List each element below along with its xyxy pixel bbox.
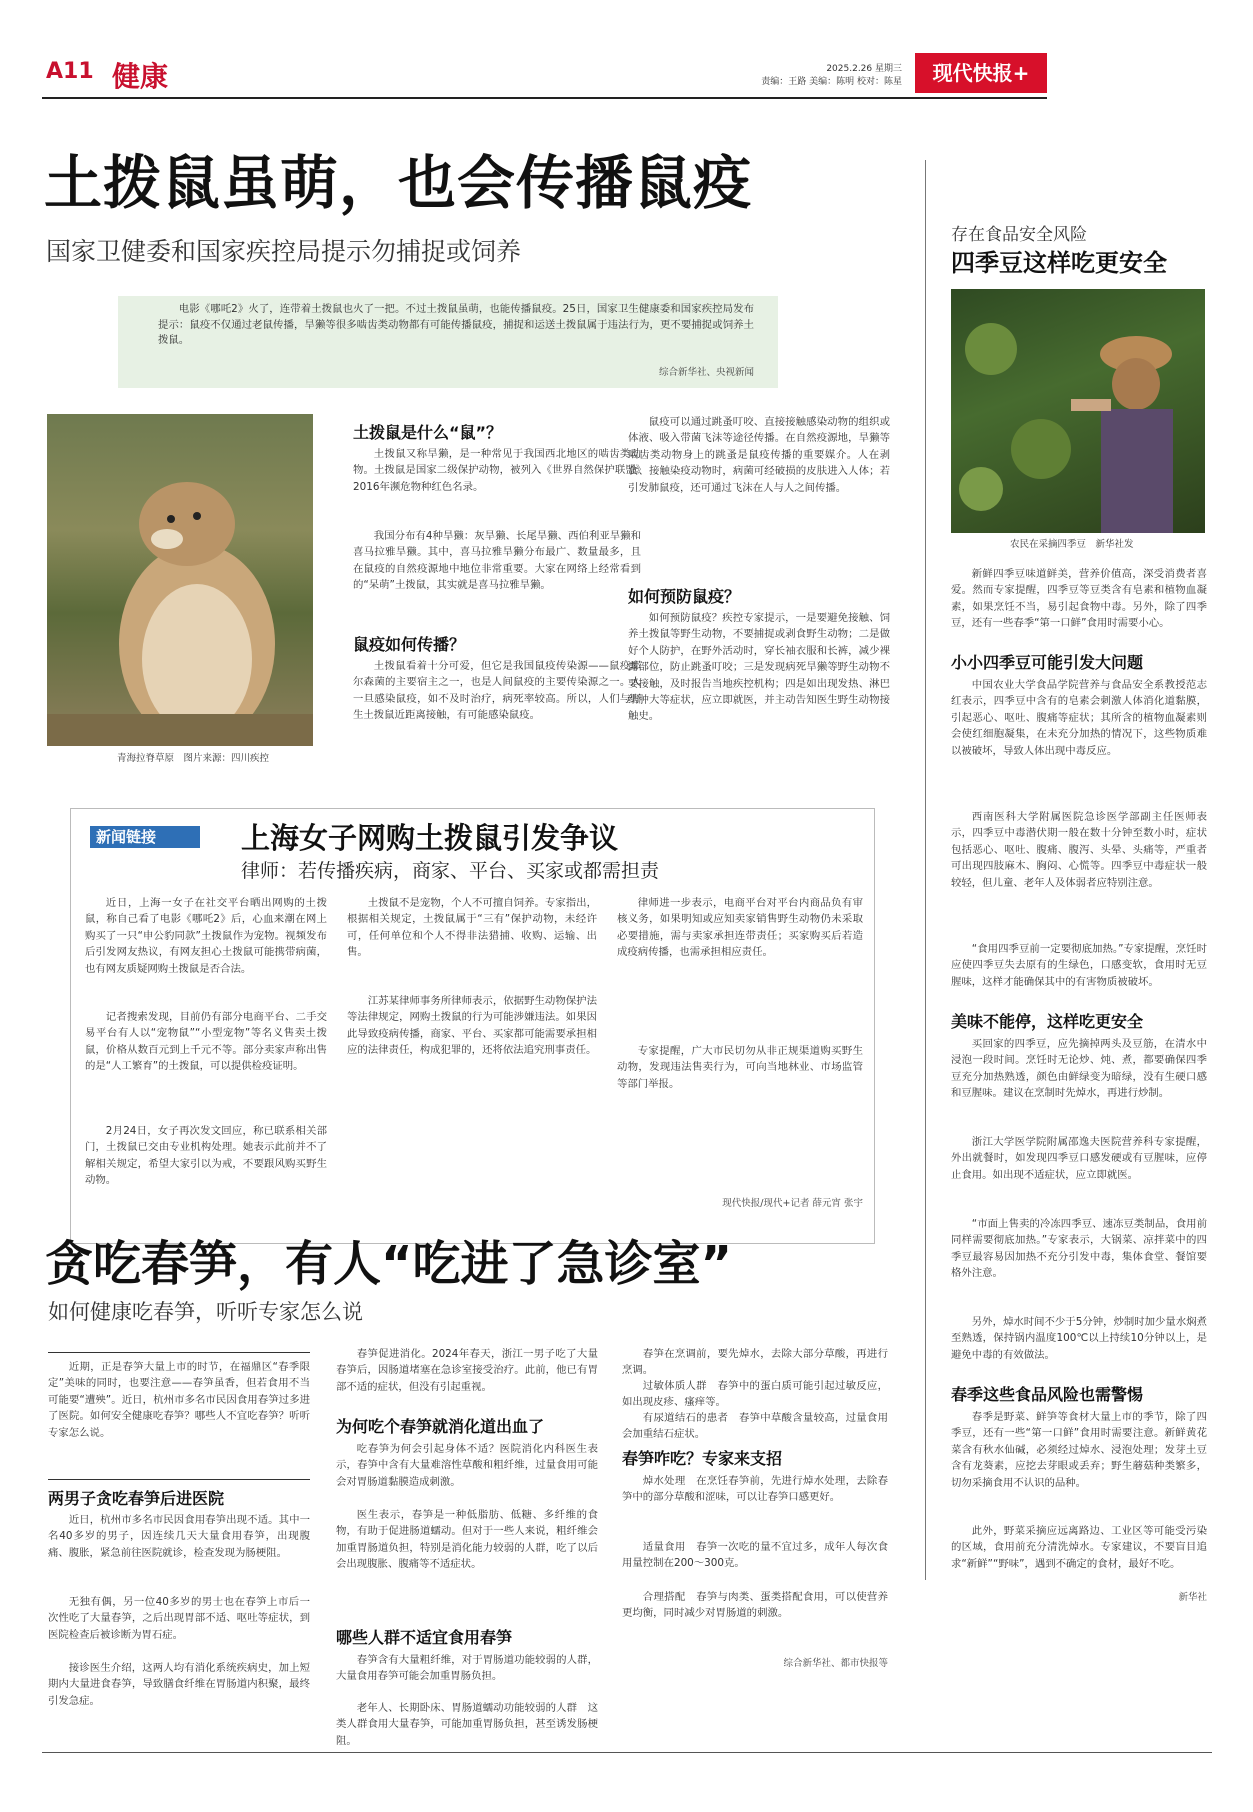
news-link-p2: 记者搜索发现，目前仍有部分电商平台、二手交易平台有人以“宠物鼠”“小型宠物”等名义售卖土拨鼠，价格从数百元到上千元不等。部分卖家声称出售的是“人工繁育”的土拨鼠，可以提供检疫证明。	[85, 1011, 327, 1073]
lead-intro-box	[118, 296, 778, 388]
bamboo-s4-title: 春笋咋吃？专家来支招	[622, 1449, 783, 1468]
bamboo-c3-p2: 过敏体质人群 春笋中的蛋白质可能引起过敏反应，如出现皮疹、瘙痒等。	[622, 1380, 888, 1409]
bamboo-c3-p3: 有尿道结石的患者 春笋中草酸含量较高，过量食用会加重结石症状。	[622, 1412, 888, 1441]
beans-photo	[951, 289, 1205, 533]
staff-line: 责编：王路 美编：陈明 校对：陈星	[761, 77, 902, 87]
bamboo-c3-p1: 春笋在烹调前，要先焯水，去除大部分草酸，再进行烹调。	[622, 1348, 888, 1377]
bamboo-subtitle: 如何健康吃春笋，听听专家怎么说	[48, 1300, 363, 1324]
beans-p1: 新鲜四季豆味道鲜美，营养价值高，深受消费者喜爱。然而专家提醒，四季豆等豆类含有皂素和植物血凝素，如果烹饪不当，易引起食物中毒。另外，除了四季豆，还有一些春季“第一口鲜”食用时需要小心。	[951, 568, 1207, 630]
bamboo-s3-p2: 老年人、长期卧床、胃肠道蠕动功能较弱的人群 这类人群食用大量春笋，可能加重胃肠负担，甚至诱发肠梗阻。	[336, 1702, 598, 1747]
news-link-p6: 律师进一步表示，电商平台对平台内商品负有审核义务，如果明知或应知卖家销售野生动物仍未采取必要措施，需与卖家承担连带责任；买家购买后若造成疫病传播，也需承担相应责任。	[617, 897, 863, 959]
news-link-p3: 2月24日，女子再次发文回应，称已联系相关部门，土拨鼠已交由专业机构处理。她表示此前并不了解相关规定，希望大家引以为戒，不要跟风购买野生动物。	[85, 1125, 327, 1187]
news-link-tag	[90, 826, 200, 848]
beans-body	[951, 566, 1207, 1716]
beans-title: 四季豆这样吃更安全	[951, 249, 1167, 277]
beans-sec2-p3: “市面上售卖的冷冻四季豆、速冻豆类制品，食用前同样需要彻底加热。”专家表示，大锅菜、凉拌菜中的四季豆最容易因加热不充分引发中毒，集体食堂、餐馆要格外注意。	[951, 1218, 1207, 1280]
bamboo-col-1	[48, 1352, 310, 1742]
news-link-subtitle: 律师：若传播疾病，商家、平台、买家或都需担责	[241, 860, 660, 882]
news-link-p5: 江苏某律师事务所律师表示，依据野生动物保护法等法律规定，网购土拨鼠的行为可能涉嫌违法。如果因此导致疫病传播，商家、平台、买家都可能需要承担相应的法律责任，构成犯罪的，还将依法追究刑事责任。	[347, 995, 597, 1057]
bamboo-s2-p1: 吃春笋为何会引起身体不适？医院消化内科医生表示，春笋中含有大量难溶性草酸和粗纤维，过量食用可能会对胃肠道黏膜造成刺激。	[336, 1443, 598, 1488]
lead-sec2-title: 鼠疫如何传播？	[353, 635, 466, 654]
bamboo-lead-rule	[48, 1352, 310, 1353]
news-link-tag-text: 新闻链接	[96, 828, 157, 846]
beans-sec1-p3: “食用四季豆前一定要彻底加热。”专家提醒，烹饪时应使四季豆失去原有的生绿色，口感变软，食用时无豆腥味，这样才能确保其中的有害物质被破坏。	[951, 943, 1207, 988]
bamboo-s1-title: 两男子贪吃春笋后进医院	[48, 1489, 225, 1508]
beans-kicker: 存在食品安全风险	[951, 225, 1087, 245]
lead-subtitle: 国家卫健委和国家疾控局提示勿捕捉或饲养	[46, 237, 522, 266]
beans-sec2-p1: 买回家的四季豆，应先摘掉两头及豆筋，在清水中浸泡一段时间。烹饪时无论炒、炖、煮，都要确保四季豆充分加热熟透，颜色由鲜绿变为暗绿，没有生硬口感和豆腥味。建议在烹制时先焯水，再进行炒制。	[951, 1038, 1207, 1100]
news-link-title: 上海女子网购土拨鼠引发争议	[241, 821, 619, 855]
bamboo-s2-p2: 医生表示，春笋是一种低脂肪、低糖、多纤维的食物，有助于促进肠道蠕动。但对于一些人来说，粗纤维会加重胃肠道负担，特别是消化能力较弱的人群，吃了以后会出现腹胀、腹痛等不适症状。	[336, 1509, 598, 1571]
bamboo-s3-title: 哪些人群不适宜食用春笋	[336, 1628, 513, 1647]
lead-sec4-p1: 如何预防鼠疫？疾控专家提示，一是要避免接触、饲养土拨鼠等野生动物，不要捕捉或剥食野生动物；二是做好个人防护，在野外活动时，穿长袖衣服和长裤，减少裸露部位，防止跳蚤叮咬；三是发现病死旱獭等野生动物不要接触，及时报告当地疾控机构；四是如出现发热、淋巴结肿大等症状，应立即就医，并主动告知医生野生动物接触史。	[628, 612, 890, 723]
bamboo-title: 贪吃春笋，有人“吃进了急诊室”	[45, 1236, 733, 1292]
date-line: 2025.2.26 星期三	[826, 64, 902, 74]
news-link-p4: 土拨鼠不是宠物，个人不可擅自饲养。专家指出，根据相关规定，土拨鼠属于“三有”保护动物，未经许可，任何单位和个人不得非法猎捕、收购、运输、出售。	[347, 897, 597, 959]
news-link-col-2	[347, 895, 597, 1231]
lead-intro-credit: 综合新华社、央视新闻	[658, 367, 754, 378]
bamboo-col-3	[622, 1346, 888, 1742]
news-link-credit: 现代快报/现代+记者 薛元宵 张宇	[722, 1198, 863, 1209]
beans-sec1-title: 小小四季豆可能引发大问题	[951, 653, 1144, 672]
bamboo-s4-p2: 适量食用 春笋一次吃的量不宜过多，成年人每次食用量控制在200～300克。	[622, 1541, 888, 1570]
lead-col-3	[628, 414, 890, 774]
bamboo-s2-title: 为何吃个春笋就消化道出血了	[336, 1417, 545, 1436]
marmot-photo-caption: 青海拉脊草原 图片来源：四川疾控	[117, 753, 270, 764]
bamboo-col-2	[336, 1346, 598, 1747]
section-name: 健康	[112, 60, 169, 93]
lead-sec3-p1: 鼠疫可以通过跳蚤叮咬、直接接触感染动物的组织或体液、吸入带菌飞沫等途径传播。在自然疫源地，旱獭等啮齿类动物身上的跳蚤是鼠疫传播的重要媒介。人在剥食、接触染疫动物时，病菌可经破损的皮肤进入人体；若引发肺鼠疫，还可通过飞沫在人与人之间传播。	[628, 416, 890, 494]
header-rule	[42, 97, 1047, 99]
lead-sec1-p1: 土拨鼠又称旱獭，是一种常见于我国西北地区的啮齿类动物。土拨鼠是国家二级保护动物，被列入《世界自然保护联盟》2016年濒危物种红色名录。	[353, 448, 641, 493]
beans-sec3-p2: 此外，野菜采摘应远离路边、工业区等可能受污染的区域，食用前充分清洗焯水。专家建议，不要盲目追求“新鲜”“野味”，遇到不确定的食材，最好不吃。	[951, 1525, 1207, 1570]
footer-rule	[42, 1752, 1212, 1753]
marmot-photo	[47, 414, 313, 746]
lead-sec1-title: 土拨鼠是什么“鼠”？	[353, 423, 503, 442]
beans-sec3-title: 春季这些食品风险也需警惕	[951, 1385, 1144, 1404]
beans-sec3-p1: 春季是野菜、鲜笋等食材大量上市的季节，除了四季豆，还有一些“第一口鲜”食用时需要注意。新鲜黄花菜含有秋水仙碱，必须经过焯水、浸泡处理；发芽土豆含有龙葵素，应挖去芽眼或丢弃；野生蘑菇种类繁多，切勿采摘食用不认识的品种。	[951, 1411, 1207, 1489]
lead-sec4-title: 如何预防鼠疫？	[628, 587, 741, 606]
bamboo-s4-p3: 合理搭配 春笋与肉类、蛋类搭配食用，可以使营养更均衡，同时减少对胃肠道的刺激。	[622, 1591, 888, 1620]
news-link-col-1	[85, 895, 327, 1231]
lead-intro: 电影《哪吒2》火了，连带着土拨鼠也火了一把。不过土拨鼠虽萌，也能传播鼠疫。25日，国家卫生健康委和国家疾控局发布提示：鼠疫不仅通过老鼠传播，旱獭等很多啮齿类动物都有可能传播鼠疫，捕捉和运送土拨鼠属于违法行为，更不要捕捉或饲养土拨鼠。	[158, 303, 754, 346]
lead-sec1-p2: 我国分布有4种旱獭：灰旱獭、长尾旱獭、西伯利亚旱獭和喜马拉雅旱獭。其中，喜马拉雅旱獭分布最广、数量最多，且在鼠疫的自然疫源地中地位非常重要。大家在网络上经常看到的“呆萌”土拨鼠，其实就是喜马拉雅旱獭。	[353, 530, 641, 592]
news-link-col-3	[617, 895, 863, 1235]
bamboo-s1-p2: 无独有偶，另一位40多岁的男士也在春笋上市后一次性吃了大量春笋，之后出现胃部不适、呕吐等症状，到医院检查后被诊断为胃石症。	[48, 1596, 310, 1641]
beans-sec2-p4: 另外，焯水时间不少于5分钟，炒制时加少量水焖煮至熟透，保持锅内温度100℃以上持续10分钟以上，是避免中毒的有效做法。	[951, 1316, 1207, 1361]
news-link-box	[70, 808, 875, 1244]
beans-photo-caption: 农民在采摘四季豆 新华社发	[1010, 539, 1134, 550]
paper-logo	[915, 53, 1047, 93]
bamboo-c2-p1: 春笋促进消化。2024年春天，浙江一男子吃了大量春笋后，因肠道堵塞在急诊室接受治疗。此前，他已有胃部不适的症状，但没有引起重视。	[336, 1348, 598, 1393]
bamboo-s1-p3: 接诊医生介绍，这两人均有消化系统疾病史，加上短期内大量进食春笋，导致膳食纤维在胃肠道内积聚，最终引发急症。	[48, 1662, 310, 1707]
bamboo-s4-p1: 焯水处理 在烹饪春笋前，先进行焯水处理，去除春笋中的部分草酸和涩味，可以让春笋口感更好。	[622, 1475, 888, 1504]
bamboo-credit: 综合新华社、都市快报等	[783, 1658, 888, 1669]
lead-title: 土拨鼠虽萌，也会传播鼠疫	[44, 149, 753, 217]
beans-sec1-p1: 中国农业大学食品学院营养与食品安全系教授范志红表示，四季豆中含有的皂素会刺激人体消化道黏膜，引起恶心、呕吐、腹痛等症状；其所含的植物血凝素则会使红细胞凝集，在未充分加热的情况下，这些物质难以被破坏，导致人体出现中毒反应。	[951, 679, 1207, 757]
beans-credit: 新华社	[1178, 1592, 1207, 1603]
beans-sec2-p2: 浙江大学医学院附属邵逸夫医院营养科专家提醒，外出就餐时，如发现四季豆口感发硬或有豆腥味，应停止食用。如出现不适症状，应立即就医。	[951, 1136, 1207, 1181]
page-number: A11	[46, 59, 94, 84]
beans-sec2-title: 美味不能停，这样吃更安全	[951, 1012, 1144, 1031]
lead-sec2-p1: 土拨鼠看着十分可爱，但它是我国鼠疫传染源——鼠疫耶尔森菌的主要宿主之一，也是人间鼠疫的主要传染源之一。人一旦感染鼠疫，如不及时治疗，病死率较高。所以，人们与野生土拨鼠近距离接触，有可能感染鼠疫。	[353, 660, 641, 722]
paper-name: 现代快报+	[932, 61, 1030, 85]
beans-sec1-p2: 西南医科大学附属医院急诊医学部副主任医师表示，四季豆中毒潜伏期一般在数十分钟至数小时，症状包括恶心、呕吐、腹痛、腹泻、头晕、头痛等，严重者可出现四肢麻木、胸闷、心慌等。四季豆中毒症状一般较轻，但儿童、老年人及体弱者应特别注意。	[951, 811, 1207, 889]
bamboo-lead: 近期，正是春笋大量上市的时节，在福鼎区“春季限定”美味的同时，也要注意——春笋虽香，但若食用不当可能要“遭殃”。近日，杭州市多名市民因食用春笋过多进了医院。如何安全健康吃春笋？哪些人不宜吃春笋？听听专家怎么说。	[48, 1361, 310, 1439]
lead-col-2	[353, 420, 641, 770]
news-link-p1: 近日，上海一女子在社交平台晒出网购的土拨鼠，称自己看了电影《哪吒2》后，心血来潮在网上购买了一只“申公豹同款”土拨鼠作为宠物。视频发布后引发网友热议，有网友担心土拨鼠可能携带病菌，也有网友质疑网购土拨鼠是否合法。	[85, 897, 327, 975]
bamboo-s3-p1: 春笋含有大量粗纤维，对于胃肠道功能较弱的人群，大量食用春笋可能会加重胃肠负担。	[336, 1654, 598, 1683]
news-link-p7: 专家提醒，广大市民切勿从非正规渠道购买野生动物，发现违法售卖行为，可向当地林业、市场监管等部门举报。	[617, 1045, 863, 1090]
page-header	[42, 55, 1047, 93]
bamboo-lead-rule-2	[48, 1479, 310, 1480]
bamboo-s1-p1: 近日，杭州市多名市民因食用春笋出现不适。其中一名40多岁的男子，因连续几天大量食用春笋，出现腹痛、腹胀，紧急前往医院就诊，检查发现为肠梗阻。	[48, 1514, 310, 1559]
column-divider	[925, 160, 926, 1580]
